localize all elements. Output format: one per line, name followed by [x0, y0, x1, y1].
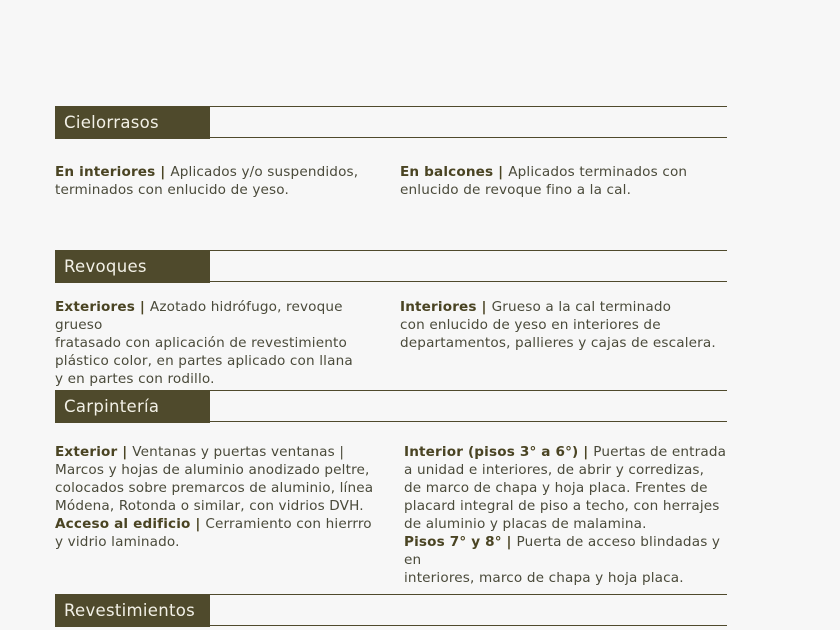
text-line — [404, 479, 734, 497]
text-line — [400, 163, 730, 181]
item-text: y vidrio laminado. — [55, 534, 180, 550]
text-line — [400, 316, 730, 334]
carpinteria-right-column — [404, 443, 734, 587]
section-header-revestimientos — [55, 594, 727, 626]
text-line — [404, 533, 734, 569]
section-title: Revestimientos — [55, 594, 210, 627]
text-line — [55, 352, 390, 370]
text-line — [55, 515, 390, 533]
item-text: Módena, Rotonda o similar, con vidrios DVH. — [55, 498, 364, 514]
item-text: Aplicados y/o suspendidos, — [170, 164, 359, 180]
text-line — [404, 443, 734, 461]
section-header-carpinteria — [55, 390, 727, 422]
item-label: Pisos 7° y 8° | — [404, 534, 517, 550]
text-line — [55, 461, 390, 479]
item-text: interiores, marco de chapa y hoja placa. — [404, 570, 684, 586]
item-text: Grueso a la cal terminado — [491, 299, 672, 315]
text-line — [55, 298, 390, 334]
text-line — [55, 334, 390, 352]
cielorrasos-left-column — [55, 163, 385, 199]
text-line — [55, 443, 390, 461]
revoques-right-column — [400, 298, 730, 352]
text-line — [404, 515, 734, 533]
section-header-cielorrasos — [55, 106, 727, 138]
item-text: Aplicados terminados con — [508, 164, 688, 180]
cielorrasos-right-column — [400, 163, 730, 199]
item-label: Acceso al edificio | — [55, 516, 206, 532]
item-text: a unidad e interiores, de abrir y corredizas, — [404, 462, 705, 478]
text-line — [400, 298, 730, 316]
item-text: Ventanas y puertas ventanas | — [132, 444, 345, 460]
revoques-left-column — [55, 298, 390, 388]
item-label: Interiores | — [400, 299, 492, 315]
text-line — [55, 163, 385, 181]
item-text: y en partes con rodillo. — [55, 371, 215, 387]
section-title: Revoques — [55, 250, 210, 283]
item-text: con enlucido de yeso en interiores de — [400, 317, 661, 333]
item-text: fratasado con aplicación de revestimiento — [55, 335, 347, 351]
carpinteria-left-column — [55, 443, 390, 551]
section-header-revoques — [55, 250, 727, 282]
item-label: Exterior | — [55, 444, 133, 460]
text-line — [55, 497, 390, 515]
item-text: departamentos, pallieres y cajas de escalera. — [400, 335, 716, 351]
section-title: Carpintería — [55, 390, 210, 423]
item-text: enlucido de revoque fino a la cal. — [400, 182, 632, 198]
item-text: Marcos y hojas de aluminio anodizado peltre, — [55, 462, 370, 478]
item-text: placard integral de piso a techo, con herrajes — [404, 498, 720, 514]
item-text: plástico color, en partes aplicado con llana — [55, 353, 353, 369]
item-text: Azotado hidrófugo, revoque grueso — [55, 299, 343, 333]
item-text: Cerramiento con hierrro — [205, 516, 372, 532]
text-line — [55, 370, 390, 388]
text-line — [55, 533, 390, 551]
text-line — [404, 461, 734, 479]
text-line — [404, 569, 734, 587]
text-line — [400, 181, 730, 199]
item-text: Puerta de acceso blindadas y en — [404, 534, 721, 568]
text-line — [404, 497, 734, 515]
text-line — [55, 479, 390, 497]
item-label: Exteriores | — [55, 299, 150, 315]
item-text: de marco de chapa y hoja placa. Frentes de — [404, 480, 708, 496]
text-line — [55, 181, 385, 199]
item-text: terminados con enlucido de yeso. — [55, 182, 289, 198]
item-label: Interior (pisos 3° a 6°) | — [404, 444, 594, 460]
text-line — [400, 334, 730, 352]
item-text: colocados sobre premarcos de aluminio, línea — [55, 480, 374, 496]
item-label: En balcones | — [400, 164, 509, 180]
section-title: Cielorrasos — [55, 106, 210, 139]
item-label: En interiores | — [55, 164, 171, 180]
item-text: de aluminio y placas de malamina. — [404, 516, 647, 532]
item-text: Puertas de entrada — [593, 444, 727, 460]
